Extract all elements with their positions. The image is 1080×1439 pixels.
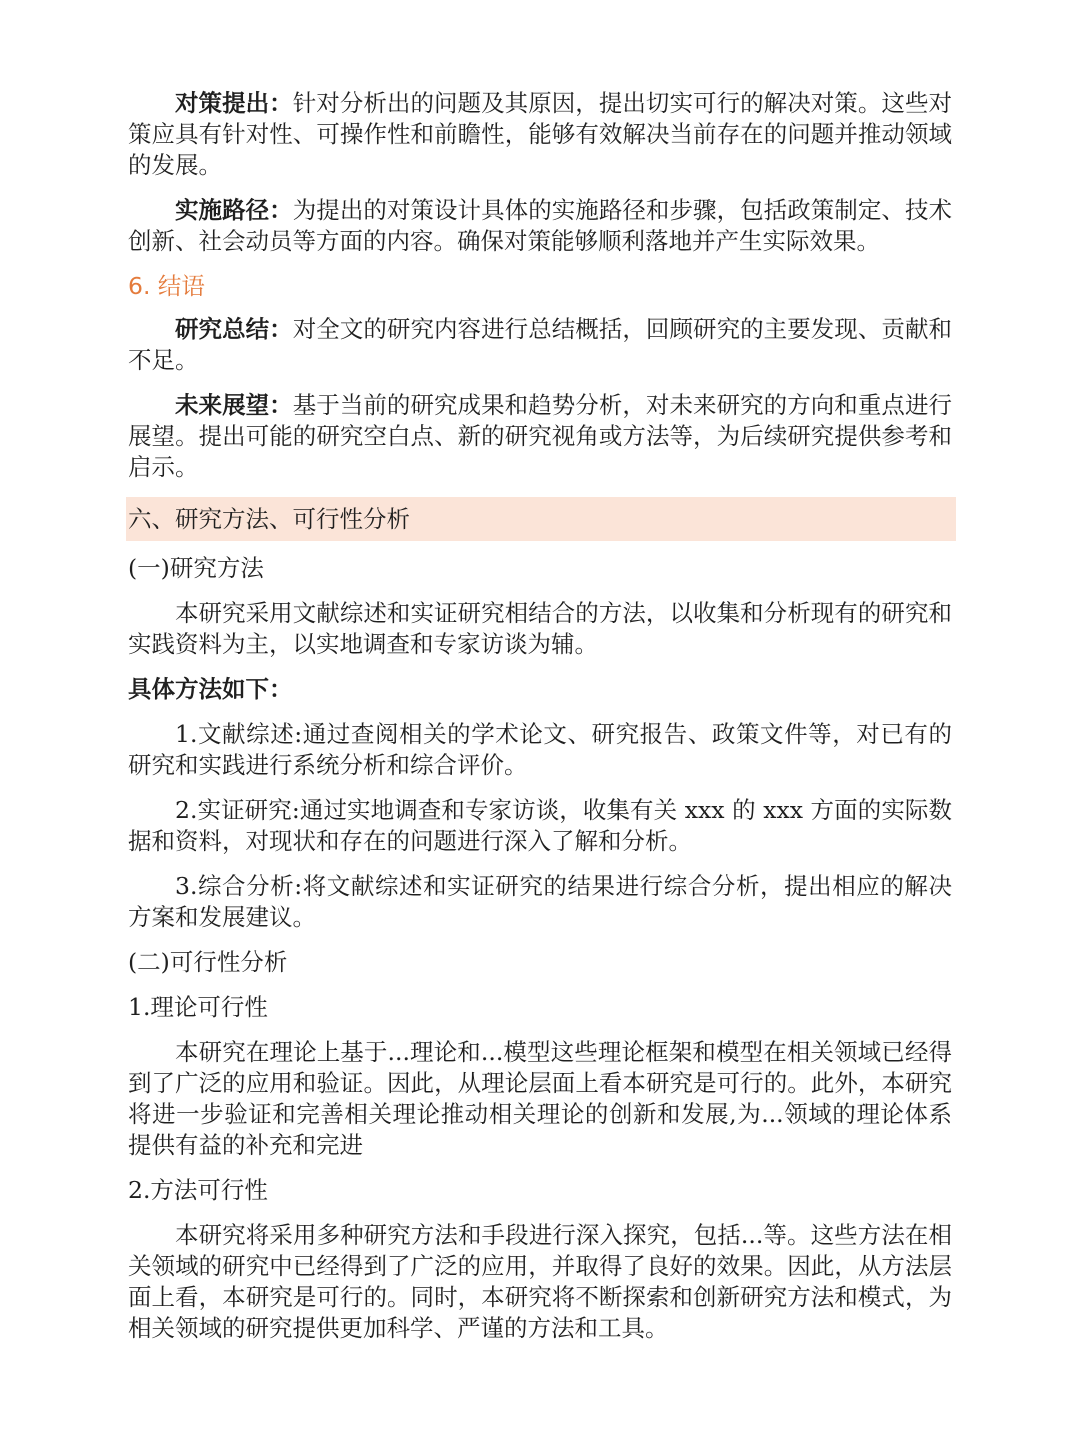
paragraph-implementation-path [128, 195, 952, 257]
subheading-feasibility: (二)可行性分析 [128, 948, 288, 976]
paragraph-theory-feasibility: 本研究在理论上基于...理论和...模型这些理论框架和模型在相关领域已经得到了广泛的应用和验证。因此，从理论层面上看本研究是可行的。此外，本研究将进一步验证和完善相关理论推动相关理论的创新和发展,为...领域的理论体系提供有益的补充和完进 [128, 1038, 952, 1159]
heading-method-feasibility: 2.方法可行性 [128, 1176, 268, 1204]
paragraph-text: 对全文的研究内容进行总结概括，回顾研究的主要发现、贡献和不足。 [128, 315, 952, 374]
lead-term: 研究总结： [175, 315, 293, 343]
lead-term: 对策提出： [175, 89, 293, 117]
paragraph-method-intro: 本研究采用文献综述和实证研究相结合的方法，以收集和分析现有的研究和实践资料为主，以实地调查和专家访谈为辅。 [128, 599, 952, 658]
paragraph-text: 为提出的对策设计具体的实施路径和步骤，包括政策制定、技术创新、社会动员等方面的内容。确保对策能够顺利落地并产生实际效果。 [128, 196, 952, 255]
subheading-research-methods: (一)研究方法 [128, 554, 264, 582]
paragraph-text: 针对分析出的问题及其原因，提出切实可行的解决对策。这些对策应具有针对性、可操作性和前瞻性，能够有效解决当前存在的问题并推动领域的发展。 [128, 89, 952, 179]
methods-label: 具体方法如下： [128, 675, 293, 703]
heading-theory-feasibility: 1.理论可行性 [128, 993, 268, 1021]
method-item-synthesis: 3.综合分析:将文献综述和实证研究的结果进行综合分析，提出相应的解决方案和发展建议。 [128, 872, 952, 931]
lead-term: 未来展望： [175, 391, 293, 419]
paragraph-method-feasibility: 本研究将采用多种研究方法和手段进行深入探究，包括...等。这些方法在相关领域的研究中已经得到了广泛的应用，并取得了良好的效果。因此，从方法层面上看，本研究是可行的。同时，本研究将不断探索和创新研究方法和模式，为相关领域的研究提供更加科学、严谨的方法和工具。 [128, 1221, 952, 1342]
heading-conclusion: 6. 结语 [128, 272, 205, 300]
section-title-bar: 六、研究方法、可行性分析 [126, 497, 956, 541]
lead-term: 实施路径： [175, 196, 293, 224]
paragraph-countermeasure [128, 88, 952, 181]
method-item-empirical: 2.实证研究:通过实地调查和专家访谈，收集有关 xxx 的 xxx 方面的实际数据和资料，对现状和存在的问题进行深入了解和分析。 [128, 796, 952, 855]
paragraph-research-summary [128, 314, 952, 376]
paragraph-text: 基于当前的研究成果和趋势分析，对未来研究的方向和重点进行展望。提出可能的研究空白点、新的研究视角或方法等，为后续研究提供参考和启示。 [128, 391, 952, 481]
method-item-literature: 1.文献综述:通过查阅相关的学术论文、研究报告、政策文件等，对已有的研究和实践进行系统分析和综合评价。 [128, 720, 952, 779]
paragraph-future-outlook [128, 390, 952, 483]
